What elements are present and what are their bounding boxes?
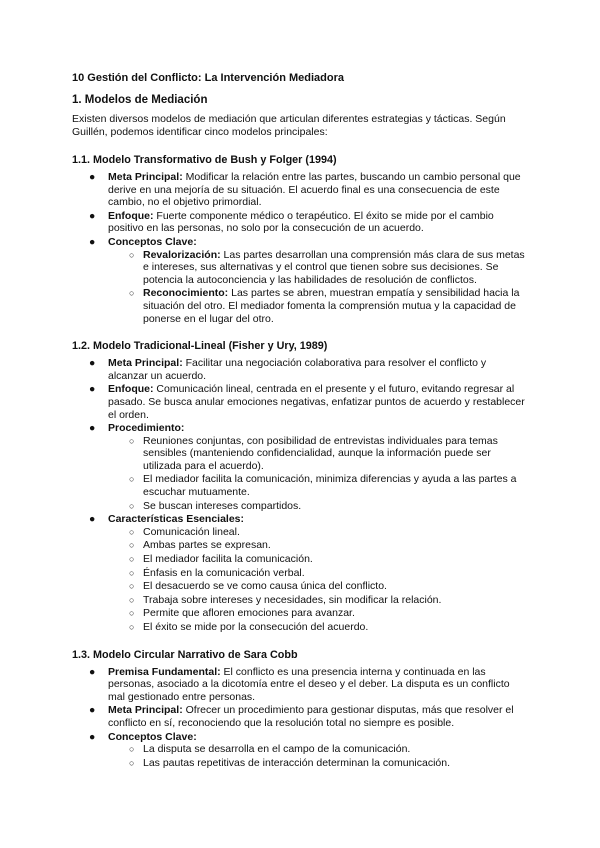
sub-item-text: El éxito se mide por la consecución del acuerdo.	[143, 621, 369, 633]
sub-item-label: Reconocimiento:	[143, 287, 229, 300]
document-title: 10 Gestión del Conflicto: La Intervención Mediadora	[72, 72, 344, 84]
circle-bullet-icon: ○	[129, 744, 135, 755]
sub-item-text: Las pautas repetitivas de interacción determinan la comunicación.	[143, 756, 451, 769]
sub-bullet-item	[108, 435, 528, 473]
sub-bullet-item	[108, 539, 528, 552]
bullet-item	[72, 513, 528, 633]
model-section	[72, 340, 528, 633]
bullet-dot-icon: ●	[89, 422, 96, 435]
circle-bullet-icon: ○	[129, 435, 135, 446]
sub-bullet-item	[108, 473, 528, 498]
sub-item-text: Las partes desarrollan una comprensión más clara de sus metas e intereses, sus alternativas y el control que tienen sobre sus decisiones. Se potencia la autoconciencia y las habilidades de resolución de conflictos.	[143, 248, 525, 286]
bullet-dot-icon: ●	[89, 235, 96, 248]
circle-bullet-icon: ○	[129, 554, 135, 565]
section-heading: 1. Modelos de Mediación	[72, 94, 208, 106]
sub-bullet-item	[108, 249, 528, 287]
item-label: Meta Principal:	[108, 171, 183, 183]
circle-bullet-icon: ○	[129, 608, 135, 619]
sub-item-text: El desacuerdo se ve como causa única del conflicto.	[143, 580, 387, 593]
sub-bullet-item	[108, 757, 528, 770]
sub-bullet-item	[108, 743, 528, 756]
item-text: Facilitar una negociación colaborativa para resolver el conflicto y alcanzar un acuerdo.	[108, 357, 487, 382]
item-label: Meta Principal:	[108, 357, 183, 370]
bullet-dot-icon: ●	[89, 730, 96, 743]
sections-container	[72, 154, 528, 769]
item-text: Fuerte componente médico o terapéutico. El éxito se mide por el cambio positivo en las personas, no solo por la consecución de un acuerdo.	[108, 209, 494, 235]
circle-bullet-icon: ○	[129, 474, 135, 485]
model-section	[72, 649, 528, 770]
bullet-item	[72, 422, 528, 512]
bullet-list	[72, 357, 528, 633]
circle-bullet-icon: ○	[129, 526, 135, 537]
circle-bullet-icon: ○	[129, 540, 135, 551]
bullet-item	[72, 666, 528, 704]
sub-bullet-list	[108, 435, 528, 513]
bullet-item	[72, 171, 528, 209]
model-heading: 1.2. Modelo Tradicional-Lineal (Fisher y Ury, 1989)	[72, 340, 328, 353]
bullet-dot-icon: ●	[89, 704, 96, 717]
bullet-dot-icon: ●	[89, 171, 96, 183]
sub-item-text: Se buscan intereses compartidos.	[143, 499, 302, 512]
sub-bullet-item	[108, 567, 528, 580]
model-section	[72, 154, 528, 325]
sub-bullet-item	[108, 500, 528, 513]
sub-item-label: Revalorización:	[143, 248, 221, 261]
circle-bullet-icon: ○	[129, 567, 135, 578]
circle-bullet-icon: ○	[129, 288, 135, 299]
sub-bullet-item	[108, 621, 528, 634]
sub-item-text: El mediador facilita la comunicación.	[143, 553, 313, 566]
item-label: Meta Principal:	[108, 704, 183, 717]
bullet-item	[72, 210, 528, 235]
item-text: El conflicto es una presencia interna y continuada en las personas, asociado a la dicotomía entre el deseo y el deber. La disputa es un conflicto mal gestionado entre personas.	[108, 665, 510, 703]
item-label: Conceptos Clave:	[108, 235, 197, 248]
sub-bullet-item	[108, 594, 528, 607]
model-heading: 1.3. Modelo Circular Narrativo de Sara Cobb	[72, 648, 298, 661]
intro-paragraph: Existen diversos modelos de mediación que articulan diferentes estrategias y tácticas. Según Guillén, podemos identificar cinco modelos principales:	[72, 113, 506, 138]
bullet-dot-icon: ●	[89, 357, 96, 370]
sub-bullet-item	[108, 553, 528, 566]
sub-item-text: Comunicación lineal.	[143, 525, 240, 538]
item-label: Premisa Fundamental:	[108, 665, 221, 678]
sub-bullet-item	[108, 526, 528, 539]
sub-item-text: Reuniones conjuntas, con posibilidad de entrevistas individuales para temas sensibles (manteniendo confidencialidad, aunque la información puede ser utilizada para el acuerdo).	[143, 434, 498, 472]
sub-bullet-item	[108, 607, 528, 620]
circle-bullet-icon: ○	[129, 594, 135, 605]
model-heading: 1.1. Modelo Transformativo de Bush y Folger (1994)	[72, 154, 337, 166]
sub-item-text: La disputa se desarrolla en el campo de la comunicación.	[143, 743, 411, 756]
bullet-dot-icon: ●	[89, 383, 96, 396]
item-label: Enfoque:	[108, 209, 154, 222]
bullet-item	[72, 236, 528, 325]
bullet-dot-icon: ●	[89, 665, 96, 678]
bullet-list	[72, 666, 528, 770]
bullet-dot-icon: ●	[89, 209, 96, 222]
circle-bullet-icon: ○	[129, 622, 135, 632]
circle-bullet-icon: ○	[129, 249, 135, 260]
sub-bullet-list	[108, 743, 528, 769]
circle-bullet-icon: ○	[129, 500, 135, 511]
item-text: Comunicación lineal, centrada en el presente y el futuro, evitando regresar al pasado. Se busca anular emociones negativas, enfatizar puntos de acuerdo y restablecer el orden.	[108, 383, 525, 421]
sub-item-text: Ambas partes se expresan.	[143, 539, 271, 552]
item-text: Modificar la relación entre las partes, buscando un cambio personal que derive en una mejoría de su situación. El acuerdo final es una consecuencia de este cambio, no el objetivo primordial.	[108, 171, 521, 209]
sub-bullet-item	[108, 287, 528, 325]
bullet-item	[72, 704, 528, 729]
bullet-list	[72, 171, 528, 325]
item-text: Ofrecer un procedimiento para gestionar disputas, más que resolver el conflicto en sí, reconociendo que la resolución total no siempre es posible.	[108, 704, 514, 729]
sub-bullet-list	[108, 526, 528, 634]
sub-item-text: Trabaja sobre intereses y necesidades, sin modificar la relación.	[143, 593, 442, 606]
bullet-item	[72, 357, 528, 382]
sub-bullet-item	[108, 580, 528, 593]
sub-item-text: El mediador facilita la comunicación, minimiza diferencias y ayuda a las partes a escuchar mutuamente.	[143, 473, 517, 499]
item-label: Enfoque:	[108, 383, 154, 396]
circle-bullet-icon: ○	[129, 757, 135, 768]
sub-item-text: Énfasis en la comunicación verbal.	[143, 566, 305, 579]
item-label: Características Esenciales:	[108, 513, 245, 526]
bullet-item	[72, 383, 528, 421]
bullet-dot-icon: ●	[89, 513, 96, 526]
item-label: Conceptos Clave:	[108, 730, 197, 743]
bullet-item	[72, 731, 528, 770]
sub-item-text: Las partes se abren, muestran empatía y sensibilidad hacia la situación del otro. El mediador fomenta la comprensión mutua y la capacidad de ponerse en el lugar del otro.	[143, 287, 520, 325]
item-label: Procedimiento:	[108, 422, 185, 435]
circle-bullet-icon: ○	[129, 581, 135, 592]
sub-item-text: Permite que afloren emociones para avanzar.	[143, 607, 355, 620]
sub-bullet-list	[108, 249, 528, 326]
